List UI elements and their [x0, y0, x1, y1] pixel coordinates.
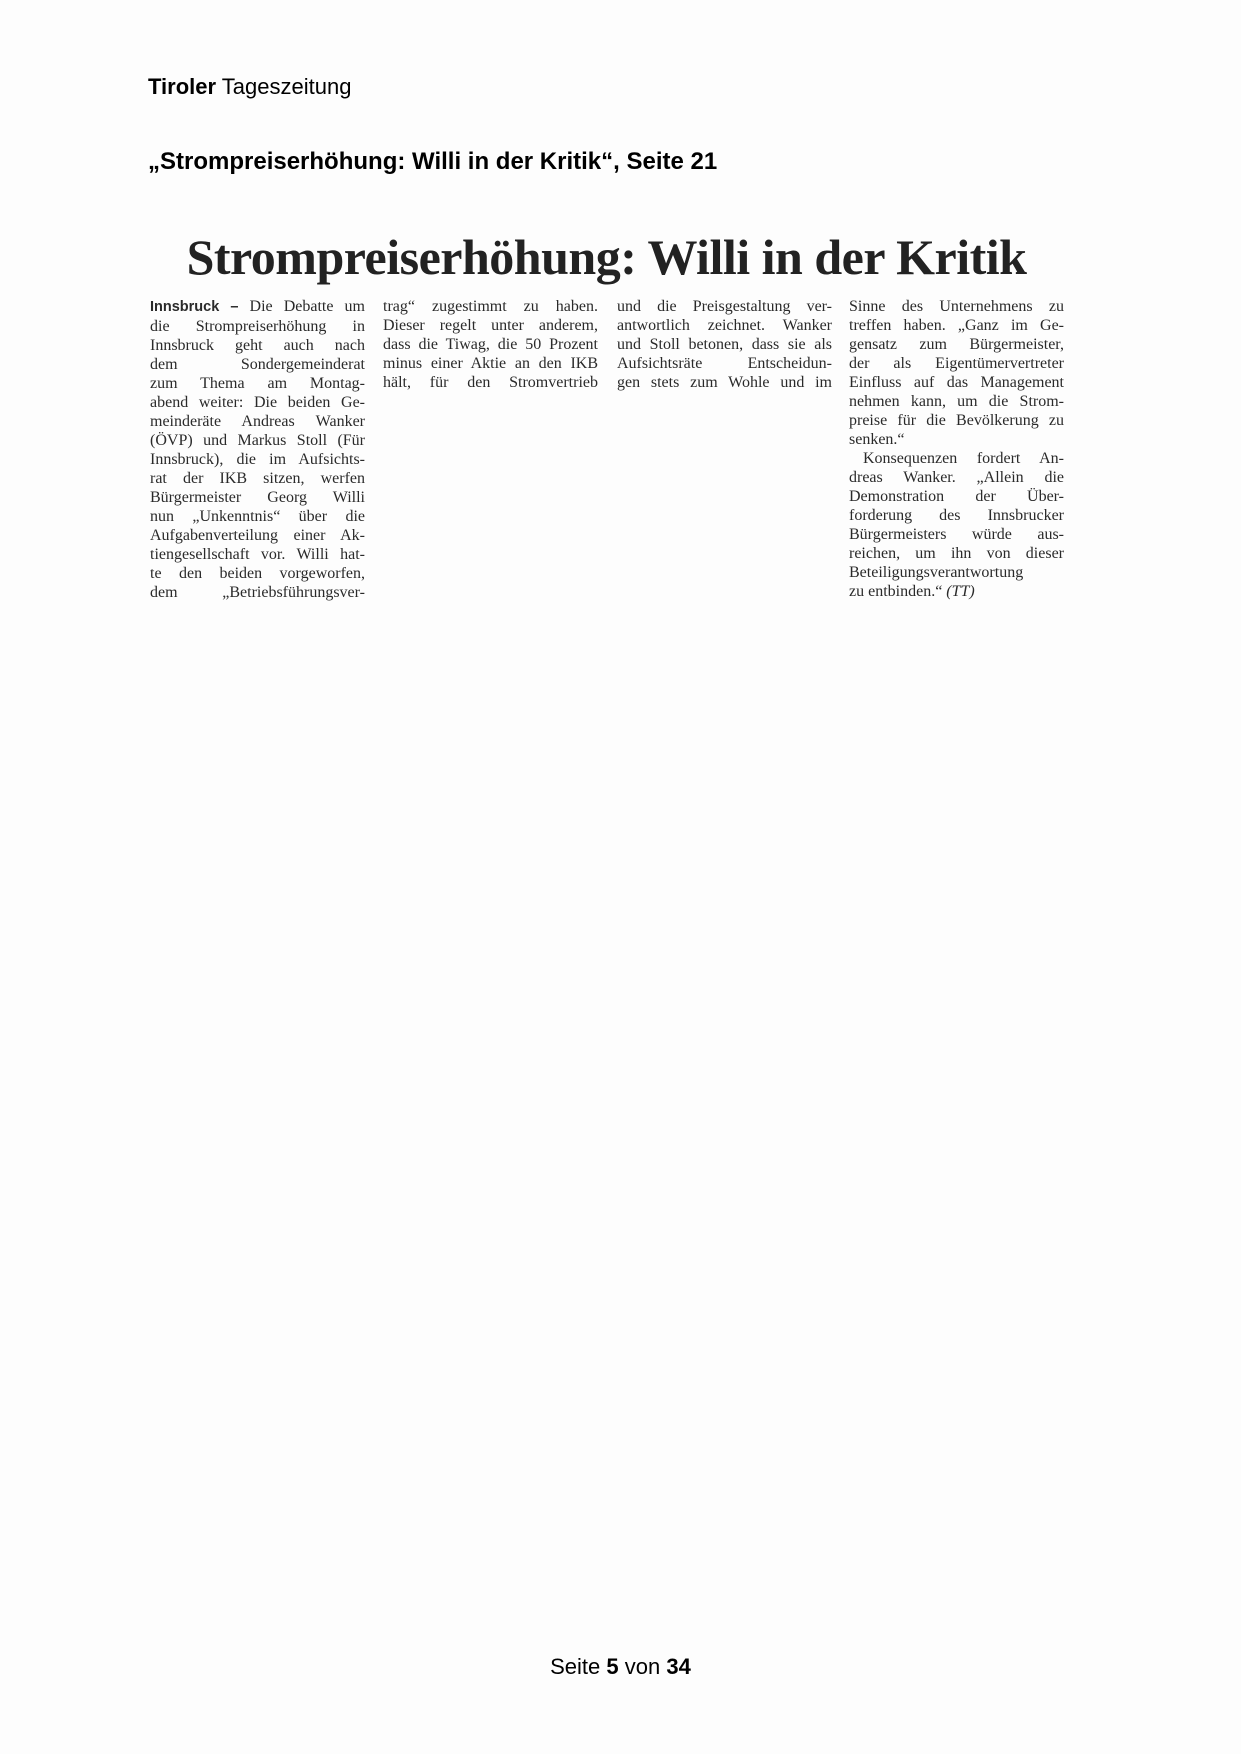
line-text: zu entbinden.“	[849, 583, 943, 600]
article-line	[849, 487, 1064, 506]
line-text: forderung des Innsbrucker	[849, 507, 1064, 524]
article-line	[617, 316, 832, 335]
article-line	[849, 430, 1064, 449]
line-text: te den beiden vorgeworfen,	[150, 565, 365, 582]
article-line	[150, 488, 365, 507]
article-line	[150, 583, 365, 602]
article-line	[383, 297, 598, 316]
article-line	[617, 354, 832, 373]
line-text: nun „Unkenntnis“ über die	[150, 508, 365, 525]
article-line	[849, 335, 1064, 354]
line-text: tiengesellschaft vor. Willi hat-	[150, 546, 365, 563]
publication-name-rest: Tageszeitung	[221, 74, 352, 99]
line-text: Die Debatte um	[249, 298, 365, 315]
article-line	[849, 563, 1064, 582]
page-prefix: Seite	[550, 1654, 601, 1679]
page-number	[0, 1654, 1241, 1680]
line-text: treffen haben. „Ganz im Ge-	[849, 317, 1064, 334]
line-text: Bürgermeister Georg Willi	[150, 489, 365, 506]
line-text: Innsbruck), die im Aufsichts-	[150, 451, 365, 468]
current-page: 5	[606, 1654, 619, 1679]
line-text: rat der IKB sitzen, werfen	[150, 470, 365, 487]
line-text: Dieser regelt unter anderem,	[383, 317, 598, 334]
line-text: dem „Betriebsführungsver-	[150, 584, 365, 601]
line-text: der als Eigentümervertreter	[849, 355, 1064, 372]
article-line	[383, 373, 598, 392]
article-line	[849, 316, 1064, 335]
author-credit: (TT)	[946, 583, 975, 600]
line-text: meinderäte Andreas Wanker	[150, 413, 365, 430]
article-line	[849, 525, 1064, 544]
line-text: hält, für den Stromvertrieb	[383, 374, 598, 391]
article-line	[150, 412, 365, 431]
line-text: gensatz zum Bürgermeister,	[849, 336, 1064, 353]
article-line	[849, 354, 1064, 373]
article-line	[383, 316, 598, 335]
article-line	[150, 317, 365, 336]
line-text: trag“ zugestimmt zu haben.	[383, 298, 598, 315]
line-text: und die Preisgestaltung ver-	[617, 298, 832, 315]
article-line	[849, 411, 1064, 430]
article-line	[849, 449, 1064, 468]
article-column-1	[150, 297, 365, 602]
article-line	[150, 545, 365, 564]
line-text: preise für die Bevölkerung zu	[849, 412, 1064, 429]
article-line	[849, 582, 1064, 601]
line-text: zum Thema am Montag-	[150, 375, 365, 392]
line-text: nehmen kann, um die Strom-	[849, 393, 1064, 410]
line-text: Sinne des Unternehmens zu	[849, 298, 1064, 315]
article-line	[383, 354, 598, 373]
line-text: senken.“	[849, 431, 905, 448]
article-reference: „Strompreiserhöhung: Willi in der Kritik“, Seite 21	[148, 148, 718, 175]
line-text: Demonstration der Über-	[849, 488, 1064, 505]
line-text: Konsequenzen fordert An-	[863, 450, 1064, 467]
line-text: antwortlich zeichnet. Wanker	[617, 317, 832, 334]
article-headline: Strompreiserhöhung: Willi in der Kritik	[186, 229, 1027, 285]
article-line	[150, 393, 365, 412]
article-line	[150, 450, 365, 469]
article-line	[150, 564, 365, 583]
line-text: Beteiligungsverantwortung	[849, 564, 1024, 581]
article-column-3	[617, 297, 832, 392]
line-text: reichen, um ihn von dieser	[849, 545, 1064, 562]
line-text: Aufgabenverteilung einer Ak-	[150, 527, 365, 544]
article-line	[150, 336, 365, 355]
article-line	[150, 469, 365, 488]
line-text: dass die Tiwag, die 50 Prozent	[383, 336, 598, 353]
line-text: die Strompreiserhöhung in	[150, 318, 365, 335]
line-text: und Stoll betonen, dass sie als	[617, 336, 832, 353]
article-line	[617, 335, 832, 354]
page-of: von	[624, 1654, 661, 1679]
article-line	[849, 506, 1064, 525]
article-line	[849, 392, 1064, 411]
total-pages: 34	[666, 1654, 691, 1679]
line-text: gen stets zum Wohle und im	[617, 374, 832, 391]
dateline: Innsbruck –	[150, 299, 239, 315]
article-line	[617, 297, 832, 316]
article-line	[849, 468, 1064, 487]
line-text: Aufsichtsräte Entscheidun-	[617, 355, 832, 372]
article-line	[849, 297, 1064, 316]
publication-name-bold: Tiroler	[148, 74, 217, 99]
line-text: (ÖVP) und Markus Stoll (Für	[150, 432, 365, 449]
line-text: minus einer Aktie an den IKB	[383, 355, 598, 372]
line-text: abend weiter: Die beiden Ge-	[150, 394, 365, 411]
line-text: dem Sondergemeinderat	[150, 356, 365, 373]
line-text: Innsbruck geht auch nach	[150, 337, 365, 354]
article-column-4	[849, 297, 1064, 601]
article-line	[150, 431, 365, 450]
line-text: Einfluss auf das Management	[849, 374, 1064, 391]
article-column-2	[383, 297, 598, 392]
article-line	[383, 335, 598, 354]
article-line	[150, 355, 365, 374]
article-line	[150, 526, 365, 545]
article-line	[150, 507, 365, 526]
article-line	[150, 297, 365, 317]
line-text: dreas Wanker. „Allein die	[849, 469, 1064, 486]
article-line	[849, 544, 1064, 563]
article-line	[150, 374, 365, 393]
line-text: Bürgermeisters würde aus-	[849, 526, 1064, 543]
article-line	[617, 373, 832, 392]
publication-name	[148, 74, 351, 100]
article-line	[849, 373, 1064, 392]
